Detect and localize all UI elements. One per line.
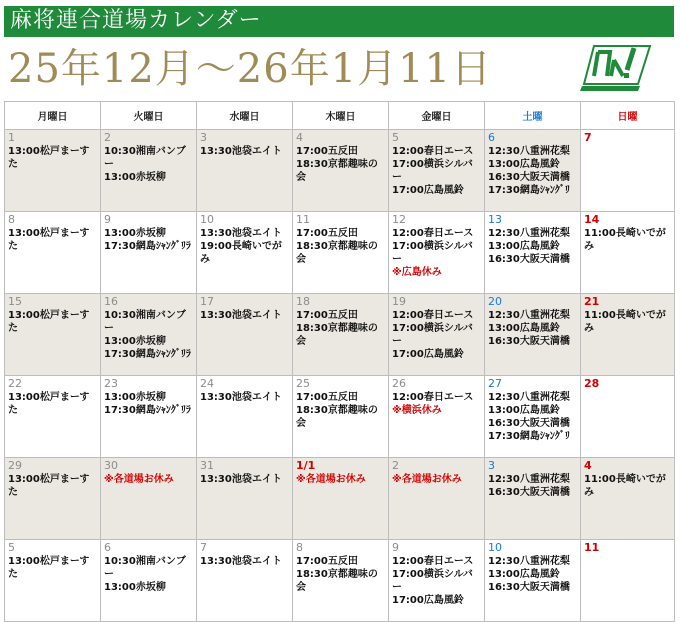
event-entry: 12:30八重洲花梨 [488, 146, 570, 157]
day-number: 1/1 [296, 459, 316, 472]
calendar-week-row [5, 376, 675, 458]
event-entry: 16:30大阪天満橋 [488, 336, 570, 347]
day-number: 18 [296, 295, 310, 308]
event-entry: 17:00五反田 [296, 556, 358, 567]
weekday-header: 木曜日 [293, 102, 389, 130]
closure-notice: ※各道場お休み [296, 474, 366, 485]
day-number: 9 [392, 541, 399, 554]
calendar-day-cell [485, 130, 581, 212]
calendar-day-cell [293, 130, 389, 212]
event-entry: 12:00春日エース [392, 556, 474, 567]
day-number: 3 [200, 131, 207, 144]
page-title: 麻将連合道場カレンダー [10, 8, 262, 33]
event-entry: 12:30八重洲花梨 [488, 228, 570, 239]
event-entry: 13:30池袋エイト [200, 228, 282, 239]
event-entry: 13:00赤坂柳 [104, 172, 166, 183]
calendar-week-row [5, 212, 675, 294]
event-entry: 17:30網島ｼｬﾝｸﾞﾘ [488, 431, 570, 442]
calendar-week-row [5, 458, 675, 540]
calendar-day-cell [581, 130, 675, 212]
calendar-day-cell [293, 458, 389, 540]
calendar-day-cell [581, 212, 675, 294]
calendar-day-cell [485, 212, 581, 294]
day-number: 7 [584, 131, 592, 144]
closure-notice: ※各道場お休み [392, 474, 462, 485]
day-number: 11 [584, 541, 600, 554]
event-entry: 16:30大阪天満橋 [488, 254, 570, 265]
calendar-day-cell [389, 458, 485, 540]
event-entry: 13:30池袋エイト [200, 392, 282, 403]
calendar-day-cell [293, 376, 389, 458]
event-entry: 12:30八重洲花梨 [488, 474, 570, 485]
event-entry: 11:00長崎いでがみ [584, 228, 666, 252]
calendar-week-row [5, 130, 675, 212]
day-number: 30 [104, 459, 118, 472]
event-entry: 13:00松戸まーすた [8, 228, 90, 252]
calendar-day-cell [581, 294, 675, 376]
calendar-day-cell [101, 376, 197, 458]
day-number: 1 [8, 131, 15, 144]
day-number: 22 [8, 377, 22, 390]
event-entry: 17:30網島ｼｬﾝｸﾞﾘﾗ [104, 241, 191, 252]
day-number: 8 [296, 541, 303, 554]
event-entry: 17:00広島風鈴 [392, 349, 464, 360]
calendar-day-cell [389, 376, 485, 458]
calendar-day-cell [101, 212, 197, 294]
event-entry: 13:30池袋エイト [200, 146, 282, 157]
event-entry: 16:30大阪天満橋 [488, 172, 570, 183]
weekday-header: 水曜日 [197, 102, 293, 130]
day-number: 3 [488, 459, 495, 472]
event-entry: 12:00春日エース [392, 228, 474, 239]
calendar-day-cell [389, 130, 485, 212]
day-number: 5 [8, 541, 15, 554]
calendar-day-cell [389, 294, 485, 376]
event-entry: 12:00春日エース [392, 310, 474, 321]
event-entry: 11:00長崎いでがみ [584, 310, 666, 334]
event-entry: 18:30京都趣味の会 [296, 159, 378, 183]
calendar-day-cell [389, 212, 485, 294]
day-number: 11 [296, 213, 310, 226]
event-entry: 13:00松戸まーすた [8, 310, 90, 334]
event-entry: 13:00広島風鈴 [488, 241, 560, 252]
weekday-header-row [5, 102, 675, 130]
event-entry: 19:00長崎いでがみ [200, 241, 282, 265]
event-entry: 17:00五反田 [296, 228, 358, 239]
calendar-day-cell [101, 294, 197, 376]
event-entry: 17:00横浜シルバー [392, 159, 473, 183]
calendar-day-cell [5, 130, 101, 212]
event-entry: 13:00赤坂柳 [104, 392, 166, 403]
day-number: 16 [104, 295, 118, 308]
day-number: 10 [488, 541, 502, 554]
calendar-day-cell [197, 130, 293, 212]
event-entry: 13:00松戸まーすた [8, 474, 90, 498]
day-number: 2 [104, 131, 111, 144]
day-number: 2 [392, 459, 399, 472]
event-entry: 16:30大阪天満橋 [488, 487, 570, 498]
event-entry: 13:30池袋エイト [200, 310, 282, 321]
event-entry: 18:30京都趣味の会 [296, 241, 378, 265]
event-entry: 17:00横浜シルバー [392, 241, 473, 265]
weekday-header: 火曜日 [101, 102, 197, 130]
calendar-day-cell [581, 458, 675, 540]
weekday-header: 土曜 [485, 102, 581, 130]
closure-notice: ※広島休み [392, 267, 442, 278]
calendar-day-cell [485, 376, 581, 458]
event-entry: 17:00広島風鈴 [392, 185, 464, 196]
event-entry: 12:00春日エース [392, 392, 474, 403]
event-entry: 17:30網島ｼｬﾝｸﾞﾘﾗ [104, 405, 191, 416]
weekday-header: 月曜日 [5, 102, 101, 130]
day-number: 23 [104, 377, 118, 390]
calendar-day-cell [197, 294, 293, 376]
calendar-day-cell [485, 458, 581, 540]
event-entry: 10:30湘南バンブー [104, 310, 186, 334]
calendar-day-cell [197, 540, 293, 622]
calendar-day-cell [5, 458, 101, 540]
event-entry: 11:00長崎いでがみ [584, 474, 666, 498]
calendar-day-cell [293, 294, 389, 376]
calendar-day-cell [5, 212, 101, 294]
weekday-header: 日曜 [581, 102, 675, 130]
event-entry: 13:00広島風鈴 [488, 405, 560, 416]
event-entry: 17:00広島風鈴 [392, 595, 464, 606]
calendar-week-row [5, 540, 675, 622]
event-entry: 13:00松戸まーすた [8, 556, 90, 580]
day-number: 8 [8, 213, 15, 226]
day-number: 4 [296, 131, 303, 144]
event-entry: 12:30八重洲花梨 [488, 310, 570, 321]
event-entry: 16:30大阪天満橋 [488, 582, 570, 593]
event-entry: 13:30池袋エイト [200, 556, 282, 567]
header-bar [4, 6, 674, 37]
day-number: 13 [488, 213, 502, 226]
calendar-day-cell [5, 376, 101, 458]
calendar-day-cell [5, 540, 101, 622]
event-entry: 17:00横浜シルバー [392, 569, 473, 593]
day-number: 31 [200, 459, 214, 472]
day-number: 5 [392, 131, 399, 144]
calendar-day-cell [101, 540, 197, 622]
event-entry: 13:00松戸まーすた [8, 392, 90, 416]
calendar-day-cell [101, 458, 197, 540]
event-entry: 18:30京都趣味の会 [296, 323, 378, 347]
calendar-day-cell [389, 540, 485, 622]
closure-notice: ※横浜休み [392, 405, 442, 416]
event-entry: 10:30湘南バンブー [104, 556, 186, 580]
calendar-day-cell [293, 540, 389, 622]
day-number: 9 [104, 213, 111, 226]
event-entry: 17:00五反田 [296, 310, 358, 321]
event-entry: 13:30池袋エイト [200, 474, 282, 485]
closure-notice: ※各道場お休み [104, 474, 174, 485]
day-number: 21 [584, 295, 600, 308]
calendar-grid [4, 101, 675, 622]
calendar-day-cell [485, 294, 581, 376]
calendar-week-row [5, 294, 675, 376]
event-entry: 18:30京都趣味の会 [296, 405, 378, 429]
day-number: 12 [392, 213, 406, 226]
day-number: 25 [296, 377, 310, 390]
calendar-day-cell [293, 212, 389, 294]
calendar-day-cell [197, 458, 293, 540]
day-number: 24 [200, 377, 214, 390]
day-number: 28 [584, 377, 600, 390]
event-entry: 12:30八重洲花梨 [488, 392, 570, 403]
day-number: 27 [488, 377, 502, 390]
event-entry: 16:30大阪天満橋 [488, 418, 570, 429]
day-number: 20 [488, 295, 502, 308]
day-number: 26 [392, 377, 406, 390]
day-number: 17 [200, 295, 214, 308]
day-number: 19 [392, 295, 406, 308]
day-number: 10 [200, 213, 214, 226]
calendar-day-cell [581, 540, 675, 622]
event-entry: 13:00広島風鈴 [488, 323, 560, 334]
weekday-header: 金曜日 [389, 102, 485, 130]
event-entry: 13:00赤坂柳 [104, 228, 166, 239]
event-entry: 13:00赤坂柳 [104, 582, 166, 593]
event-entry: 17:30網島ｼｬﾝｸﾞﾘ [488, 185, 570, 196]
event-entry: 13:00広島風鈴 [488, 569, 560, 580]
event-entry: 10:30湘南バンブー [104, 146, 186, 170]
event-entry: 17:00横浜シルバー [392, 323, 473, 347]
day-number: 15 [8, 295, 22, 308]
day-number: 6 [488, 131, 495, 144]
logo-icon [580, 38, 660, 94]
event-entry: 17:00五反田 [296, 146, 358, 157]
date-range-title: 25年12月～26年1月11日 [8, 46, 493, 92]
event-entry: 17:00五反田 [296, 392, 358, 403]
event-entry: 18:30京都趣味の会 [296, 569, 378, 593]
event-entry: 12:00春日エース [392, 146, 474, 157]
calendar-day-cell [5, 294, 101, 376]
event-entry: 13:00松戸まーすた [8, 146, 90, 170]
event-entry: 12:30八重洲花梨 [488, 556, 570, 567]
event-entry: 17:30網島ｼｬﾝｸﾞﾘﾗ [104, 349, 191, 360]
day-number: 14 [584, 213, 600, 226]
calendar-day-cell [197, 376, 293, 458]
day-number: 6 [104, 541, 111, 554]
calendar-day-cell [581, 376, 675, 458]
calendar-day-cell [101, 130, 197, 212]
day-number: 29 [8, 459, 22, 472]
day-number: 4 [584, 459, 592, 472]
event-entry: 13:00赤坂柳 [104, 336, 166, 347]
calendar-day-cell [197, 212, 293, 294]
day-number: 7 [200, 541, 207, 554]
event-entry: 13:00広島風鈴 [488, 159, 560, 170]
calendar-day-cell [485, 540, 581, 622]
